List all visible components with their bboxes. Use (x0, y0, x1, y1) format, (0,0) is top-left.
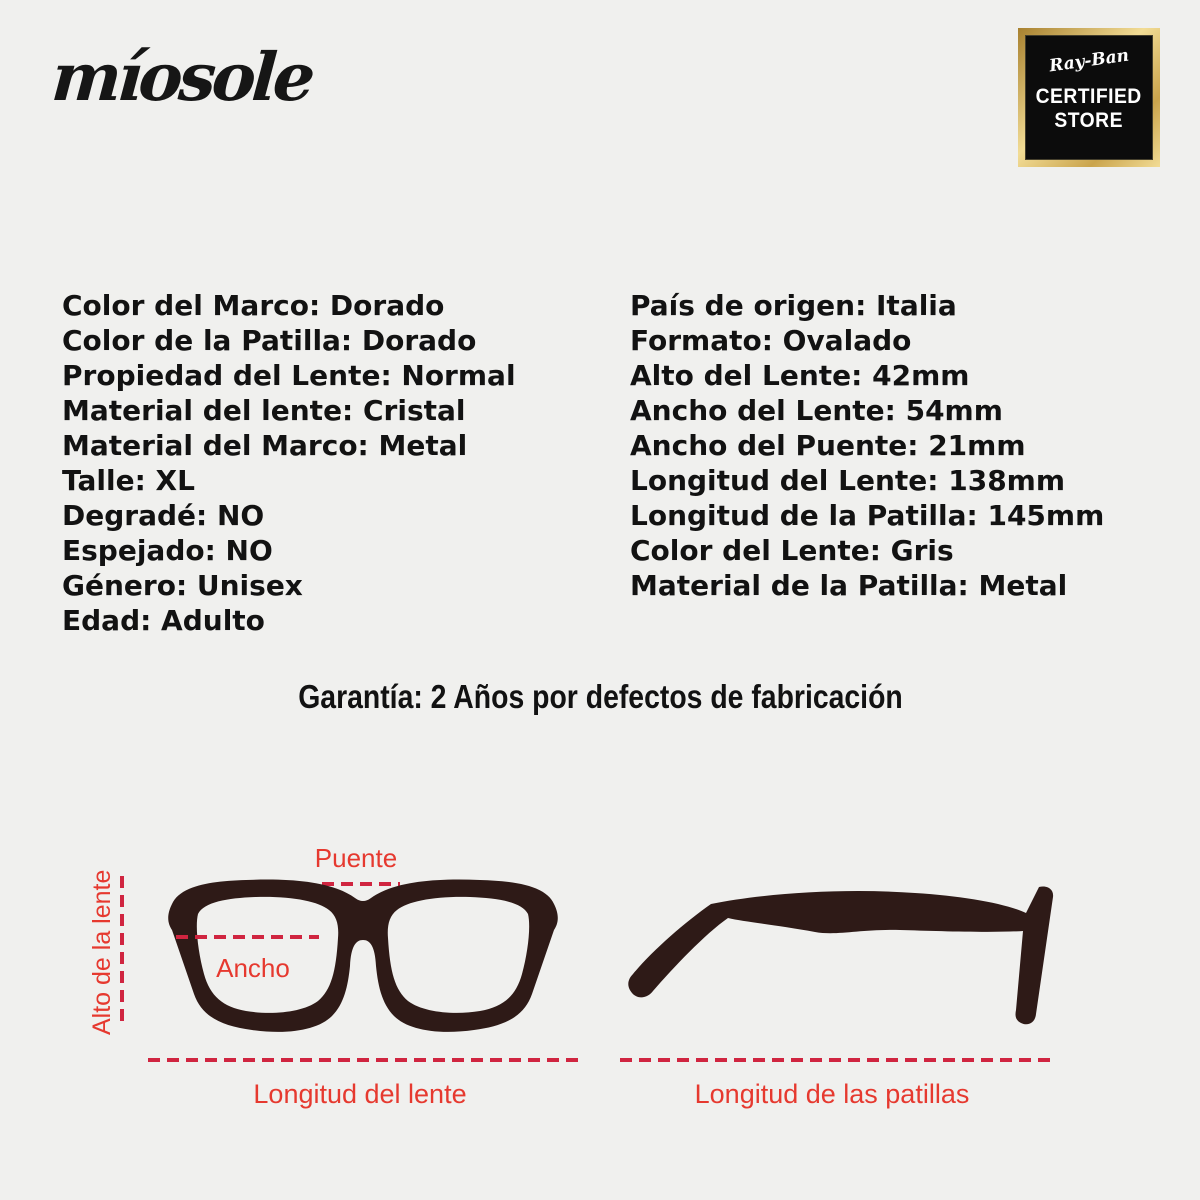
spec-item: Ancho del Puente: 21mm (630, 429, 1026, 462)
rayban-certified-badge (1018, 28, 1160, 167)
temple-length-dash-line (620, 1058, 1052, 1062)
badge-line2: STORE (1054, 109, 1124, 132)
temple-length-label: Longitud de las patillas (694, 1079, 970, 1109)
spec-item: Edad: Adulto (62, 604, 265, 637)
spec-item: Color del Marco: Dorado (62, 289, 445, 322)
spec-item: País de origen: Italia (630, 289, 957, 322)
spec-list-left (62, 288, 516, 638)
spec-item: Talle: XL (62, 464, 195, 497)
spec-item: Género: Unisex (62, 569, 303, 602)
spec-item: Color de la Patilla: Dorado (62, 324, 477, 357)
warranty-text: Garantía: 2 Años por defectos de fabricación (297, 678, 903, 715)
certified-store-label (1036, 85, 1142, 133)
lens-width-dash-line (176, 935, 319, 939)
spec-item: Propiedad del Lente: Normal (62, 359, 516, 392)
spec-item: Longitud del Lente: 138mm (630, 464, 1066, 497)
spec-item: Ancho del Lente: 54mm (630, 394, 1003, 427)
spec-item: Material del lente: Cristal (62, 394, 466, 427)
spec-item: Formato: Ovalado (630, 324, 912, 357)
rayban-script-logo: Ray-Ban (1047, 45, 1131, 77)
spec-item: Longitud de la Patilla: 145mm (630, 499, 1105, 532)
spec-item: Color del Lente: Gris (630, 534, 954, 567)
rayban-badge-inner (1025, 35, 1153, 160)
spec-list-right (630, 288, 1104, 603)
lens-height-label: Alto de la lente (88, 869, 116, 1035)
spec-item: Espejado: NO (62, 534, 273, 567)
warranty-note (0, 678, 1200, 716)
spec-item: Material del Marco: Metal (62, 429, 468, 462)
brand-logo: míosole (49, 38, 314, 116)
bridge-label: Puente (314, 843, 398, 873)
lens-height-dash-line (120, 876, 124, 1028)
lens-length-label: Longitud del lente (253, 1079, 467, 1109)
lens-length-dash-line (148, 1058, 578, 1062)
lens-width-label: Ancho (216, 953, 290, 983)
badge-line1: CERTIFIED (1035, 85, 1143, 108)
temple-side-icon (615, 885, 1065, 1030)
spec-item: Material de la Patilla: Metal (630, 569, 1068, 602)
spec-item: Alto del Lente: 42mm (630, 359, 970, 392)
spec-item: Degradé: NO (62, 499, 265, 532)
